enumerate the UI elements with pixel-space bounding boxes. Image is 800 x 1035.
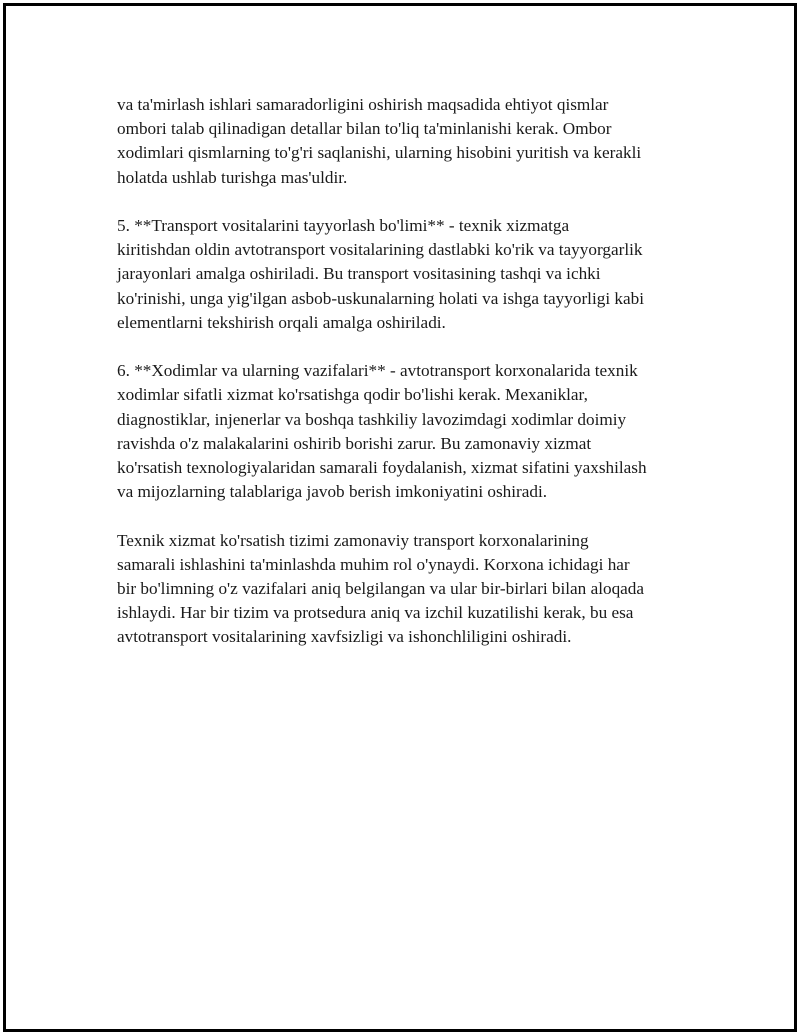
text-line: avtotransport vositalarining xavfsizligi va ishonchliligini oshiradi.	[117, 627, 572, 647]
text-line: jarayonlari amalga oshiriladi. Bu transport vositasining tashqi va ichki	[117, 264, 601, 284]
text-line: bir bo'limning o'z vazifalari aniq belgilangan va ular bir-birlari bilan aloqada	[117, 579, 645, 599]
text-line: xodimlari qismlarning to'g'ri saqlanishi, ularning hisobini yuritish va kerakli	[117, 143, 642, 163]
text-line: 6. **Xodimlar va ularning vazifalari** - avtotransport korxonalarida texnik	[117, 361, 638, 381]
text-line: ombori talab qilinadigan detallar bilan to'liq ta'minlanishi kerak. Ombor	[117, 119, 612, 139]
paragraph-spare-parts-warehouse	[117, 93, 697, 190]
text-line: 5. **Transport vositalarini tayyorlash bo'limi** - texnik xizmatga	[117, 216, 570, 235]
text-line: Texnik xizmat ko'rsatish tizimi zamonaviy transport korxonalarining	[117, 530, 589, 550]
text-line: va ta'mirlash ishlari samaradorligini oshirish maqsadida ehtiyot qismlar	[117, 95, 609, 114]
paragraph-staff-duties	[117, 359, 697, 504]
text-line: xodimlar sifatli xizmat ko'rsatishga qodir bo'lishi kerak. Mexaniklar,	[117, 385, 588, 405]
text-line: ravishda o'z malakalarini oshirib borishi zarur. Bu zamonaviy xizmat	[117, 433, 592, 453]
paragraph-conclusion	[117, 529, 697, 650]
paragraph-vehicle-preparation	[117, 214, 697, 335]
document-body	[117, 93, 697, 674]
text-line: ishlaydi. Har bir tizim va protsedura aniq va izchil kuzatilishi kerak, bu esa	[117, 603, 634, 623]
text-line: diagnostiklar, injenerlar va boshqa tashkiliy lavozimdagi xodimlar doimiy	[117, 409, 627, 429]
text-line: kiritishdan oldin avtotransport vositalarining dastlabki ko'rik va tayyorgarlik	[117, 240, 643, 260]
text-line: holatda ushlab turishga mas'uldir.	[117, 167, 348, 187]
text-line: samarali ishlashini ta'minlashda muhim rol o'ynaydi. Korxona ichidagi har	[117, 554, 630, 574]
text-line: ko'rinishi, unga yig'ilgan asbob-uskunalarning holati va ishga tayyorligi kabi	[117, 288, 644, 308]
text-line: va mijozlarning talablariga javob berish imkoniyatini oshiradi.	[117, 482, 548, 502]
text-line: elementlarni tekshirish orqali amalga oshiriladi.	[117, 312, 446, 332]
text-line: ko'rsatish texnologiyalaridan samarali foydalanish, xizmat sifatini yaxshilash	[117, 458, 647, 478]
